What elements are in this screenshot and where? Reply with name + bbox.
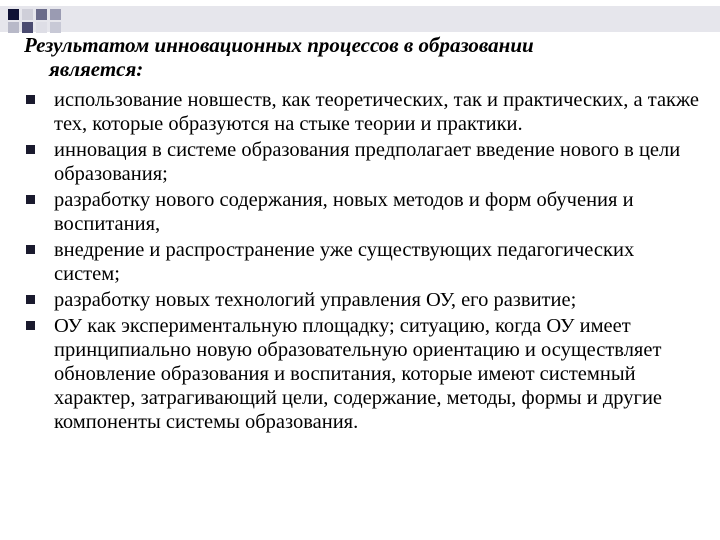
bullet-item: [24, 138, 700, 186]
bullet-text: разработку нового содержания, новых методов и форм обучения и воспитания,: [54, 189, 634, 235]
bullet-text: использование новшеств, как теоретических, так и практических, а также тех, которые образуются на стыке теории и практики.: [54, 89, 700, 135]
deco-square: [8, 22, 19, 33]
square-bullet-icon: [26, 95, 35, 104]
slide-heading: [24, 33, 704, 81]
bullet-text: ОУ как экспериментальную площадку; ситуацию, когда ОУ имеет принципиально новую образовательную ориентацию и осуществляет обновление образования и воспитания, которые имеют системный характер, затрагивающий цели, содержание, методы, формы и другие компоненты системы образования.: [54, 315, 663, 433]
bullet-text: разработку новых технологий управления ОУ, его развитие;: [54, 289, 577, 311]
bullet-item: [24, 88, 700, 136]
bullet-text: внедрение и распространение уже существующих педагогических систем;: [54, 239, 635, 285]
bullet-item: [24, 314, 700, 434]
square-bullet-icon: [26, 295, 35, 304]
bullet-text: инновация в системе образования предполагает введение нового в цели образования;: [54, 139, 681, 185]
deco-square: [50, 9, 61, 20]
square-bullet-icon: [26, 245, 35, 254]
deco-square: [50, 22, 61, 33]
bullet-item: [24, 238, 700, 286]
deco-square: [22, 22, 33, 33]
square-bullet-icon: [26, 321, 35, 330]
deco-bar: [0, 6, 720, 32]
deco-square: [22, 9, 33, 20]
bullet-list: [24, 88, 700, 436]
square-bullet-icon: [26, 195, 35, 204]
deco-square: [36, 22, 47, 33]
bullet-item: [24, 188, 700, 236]
deco-square: [8, 9, 19, 20]
bullet-item: [24, 288, 700, 312]
deco-square: [36, 9, 47, 20]
square-bullet-icon: [26, 145, 35, 154]
heading-line-1: Результатом инновационных процессов в образовании: [24, 33, 534, 57]
heading-line-2: является:: [49, 57, 144, 81]
